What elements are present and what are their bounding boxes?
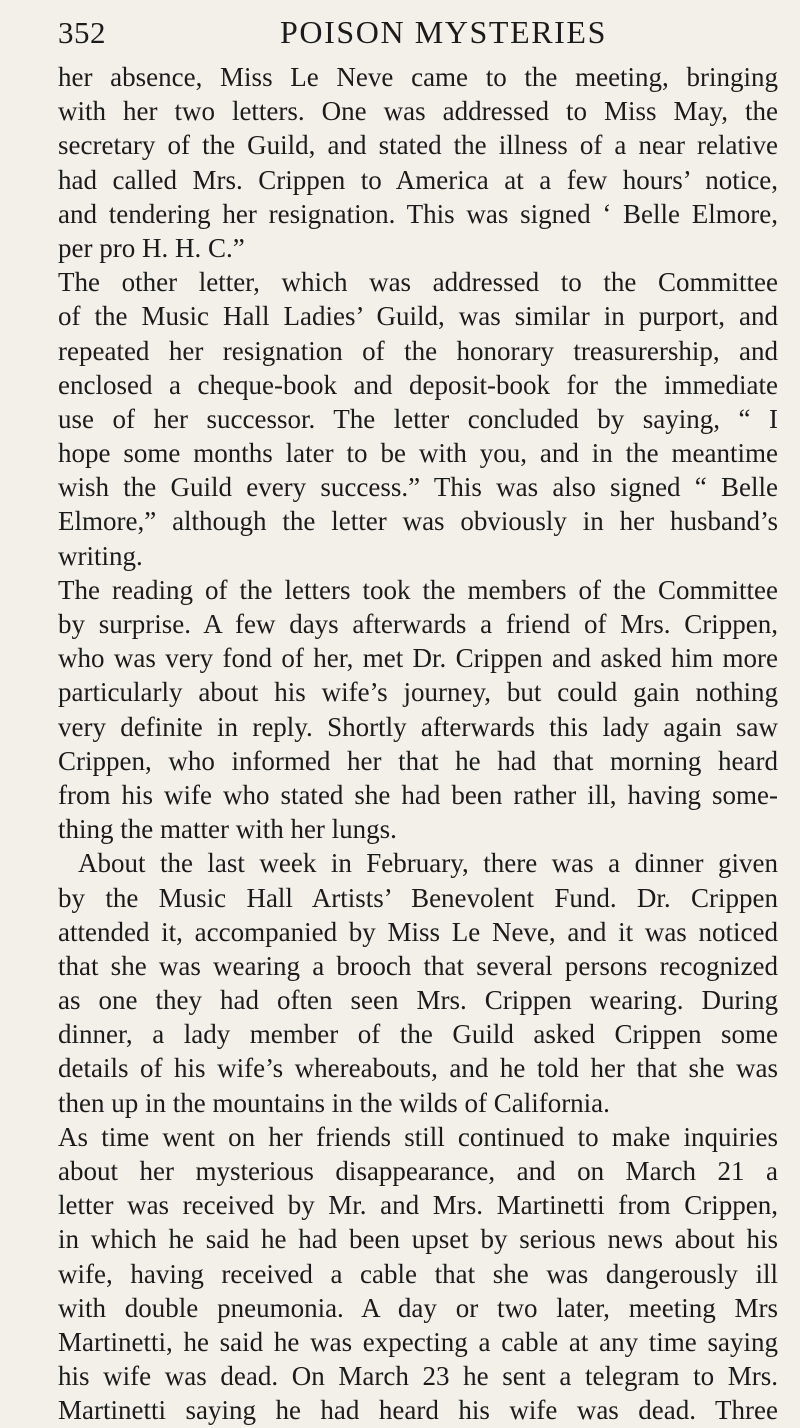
text-line: writing. (58, 540, 143, 571)
text-line: who was very fond of her, met Dr. Crippen and asked him more (58, 643, 778, 674)
text-line: dinner, a lady member of the Guild asked Crippen some (58, 1019, 778, 1050)
text-line: from his wife who stated she had been rather ill, having some- (58, 779, 778, 810)
running-title: POISON MYSTERIES (280, 14, 607, 50)
text-line: with double pneumonia. A day or two later, meeting Mrs (58, 1292, 778, 1323)
text-line: attended it, accompanied by Miss Le Neve, and it was noticed (58, 916, 778, 947)
text-line: had called Mrs. Crippen to America at a few hours’ notice, (58, 164, 778, 195)
text-line: repeated her resignation of the honorary treasurership, and (58, 335, 778, 366)
text-line: hope some months later to be with you, and in the meantime (58, 438, 778, 469)
text-line: thing the matter with her lungs. (58, 814, 397, 845)
text-line: As time went on her friends still continued to make inquiries (58, 1121, 778, 1152)
text-line: letter was received by Mr. and Mrs. Martinetti from Crippen, (58, 1190, 778, 1221)
text-line: by the Music Hall Artists’ Benevolent Fund. Dr. Crippen (58, 882, 778, 913)
text-line: particularly about his wife’s journey, but could gain nothing (58, 677, 778, 708)
text-line: her absence, Miss Le Neve came to the meeting, bringing (58, 62, 778, 92)
text-line: Martinetti saying he had heard his wife was dead. Three (58, 1395, 778, 1426)
text-line: in which he said he had been upset by serious news about his (58, 1224, 778, 1255)
text-line: The reading of the letters took the members of the Committee (58, 574, 778, 605)
text-line: with her two letters. One was addressed to Miss May, the (58, 96, 778, 127)
page-number: 352 (58, 15, 106, 50)
text-line: use of her successor. The letter concluded by saying, “ I (58, 403, 778, 434)
text-line: details of his wife’s whereabouts, and he told her that she was (58, 1053, 778, 1084)
text-line: then up in the mountains in the wilds of California. (58, 1087, 610, 1118)
text-line: secretary of the Guild, and stated the illness of a near relative (58, 130, 778, 161)
text-line: per pro H. H. C.” (58, 232, 245, 263)
text-line: his wife was dead. On March 23 he sent a telegram to Mrs. (58, 1361, 778, 1392)
text-line: The other letter, which was addressed to the Committee (58, 267, 778, 298)
text-line: wish the Guild every success.” This was also signed “ Belle (58, 472, 778, 503)
body-text (58, 60, 778, 1428)
text-line: as one they had often seen Mrs. Crippen wearing. During (58, 985, 778, 1016)
text-line: Martinetti, he said he was expecting a cable at any time saying (58, 1326, 778, 1357)
text-line: Elmore,” although the letter was obviously in her husband’s (58, 506, 778, 537)
text-line: by surprise. A few days afterwards a friend of Mrs. Crippen, (58, 609, 778, 639)
text-line: that she was wearing a brooch that several persons recognized (58, 950, 778, 981)
text-line: about her mysterious disappearance, and on March 21 a (58, 1156, 778, 1186)
text-line: Crippen, who informed her that he had that morning heard (58, 745, 778, 776)
text-line: of the Music Hall Ladies’ Guild, was similar in purport, and (58, 301, 778, 332)
text-line: very definite in reply. Shortly afterwards this lady again saw (58, 711, 778, 742)
text-line: enclosed a cheque-book and deposit-book for the immediate (58, 369, 778, 400)
text-line: About the last week in February, there was a dinner given (78, 848, 778, 879)
text-line: wife, having received a cable that she was dangerously ill (58, 1258, 778, 1289)
text-line: and tendering her resignation. This was signed ‘ Belle Elmore, (58, 198, 778, 229)
